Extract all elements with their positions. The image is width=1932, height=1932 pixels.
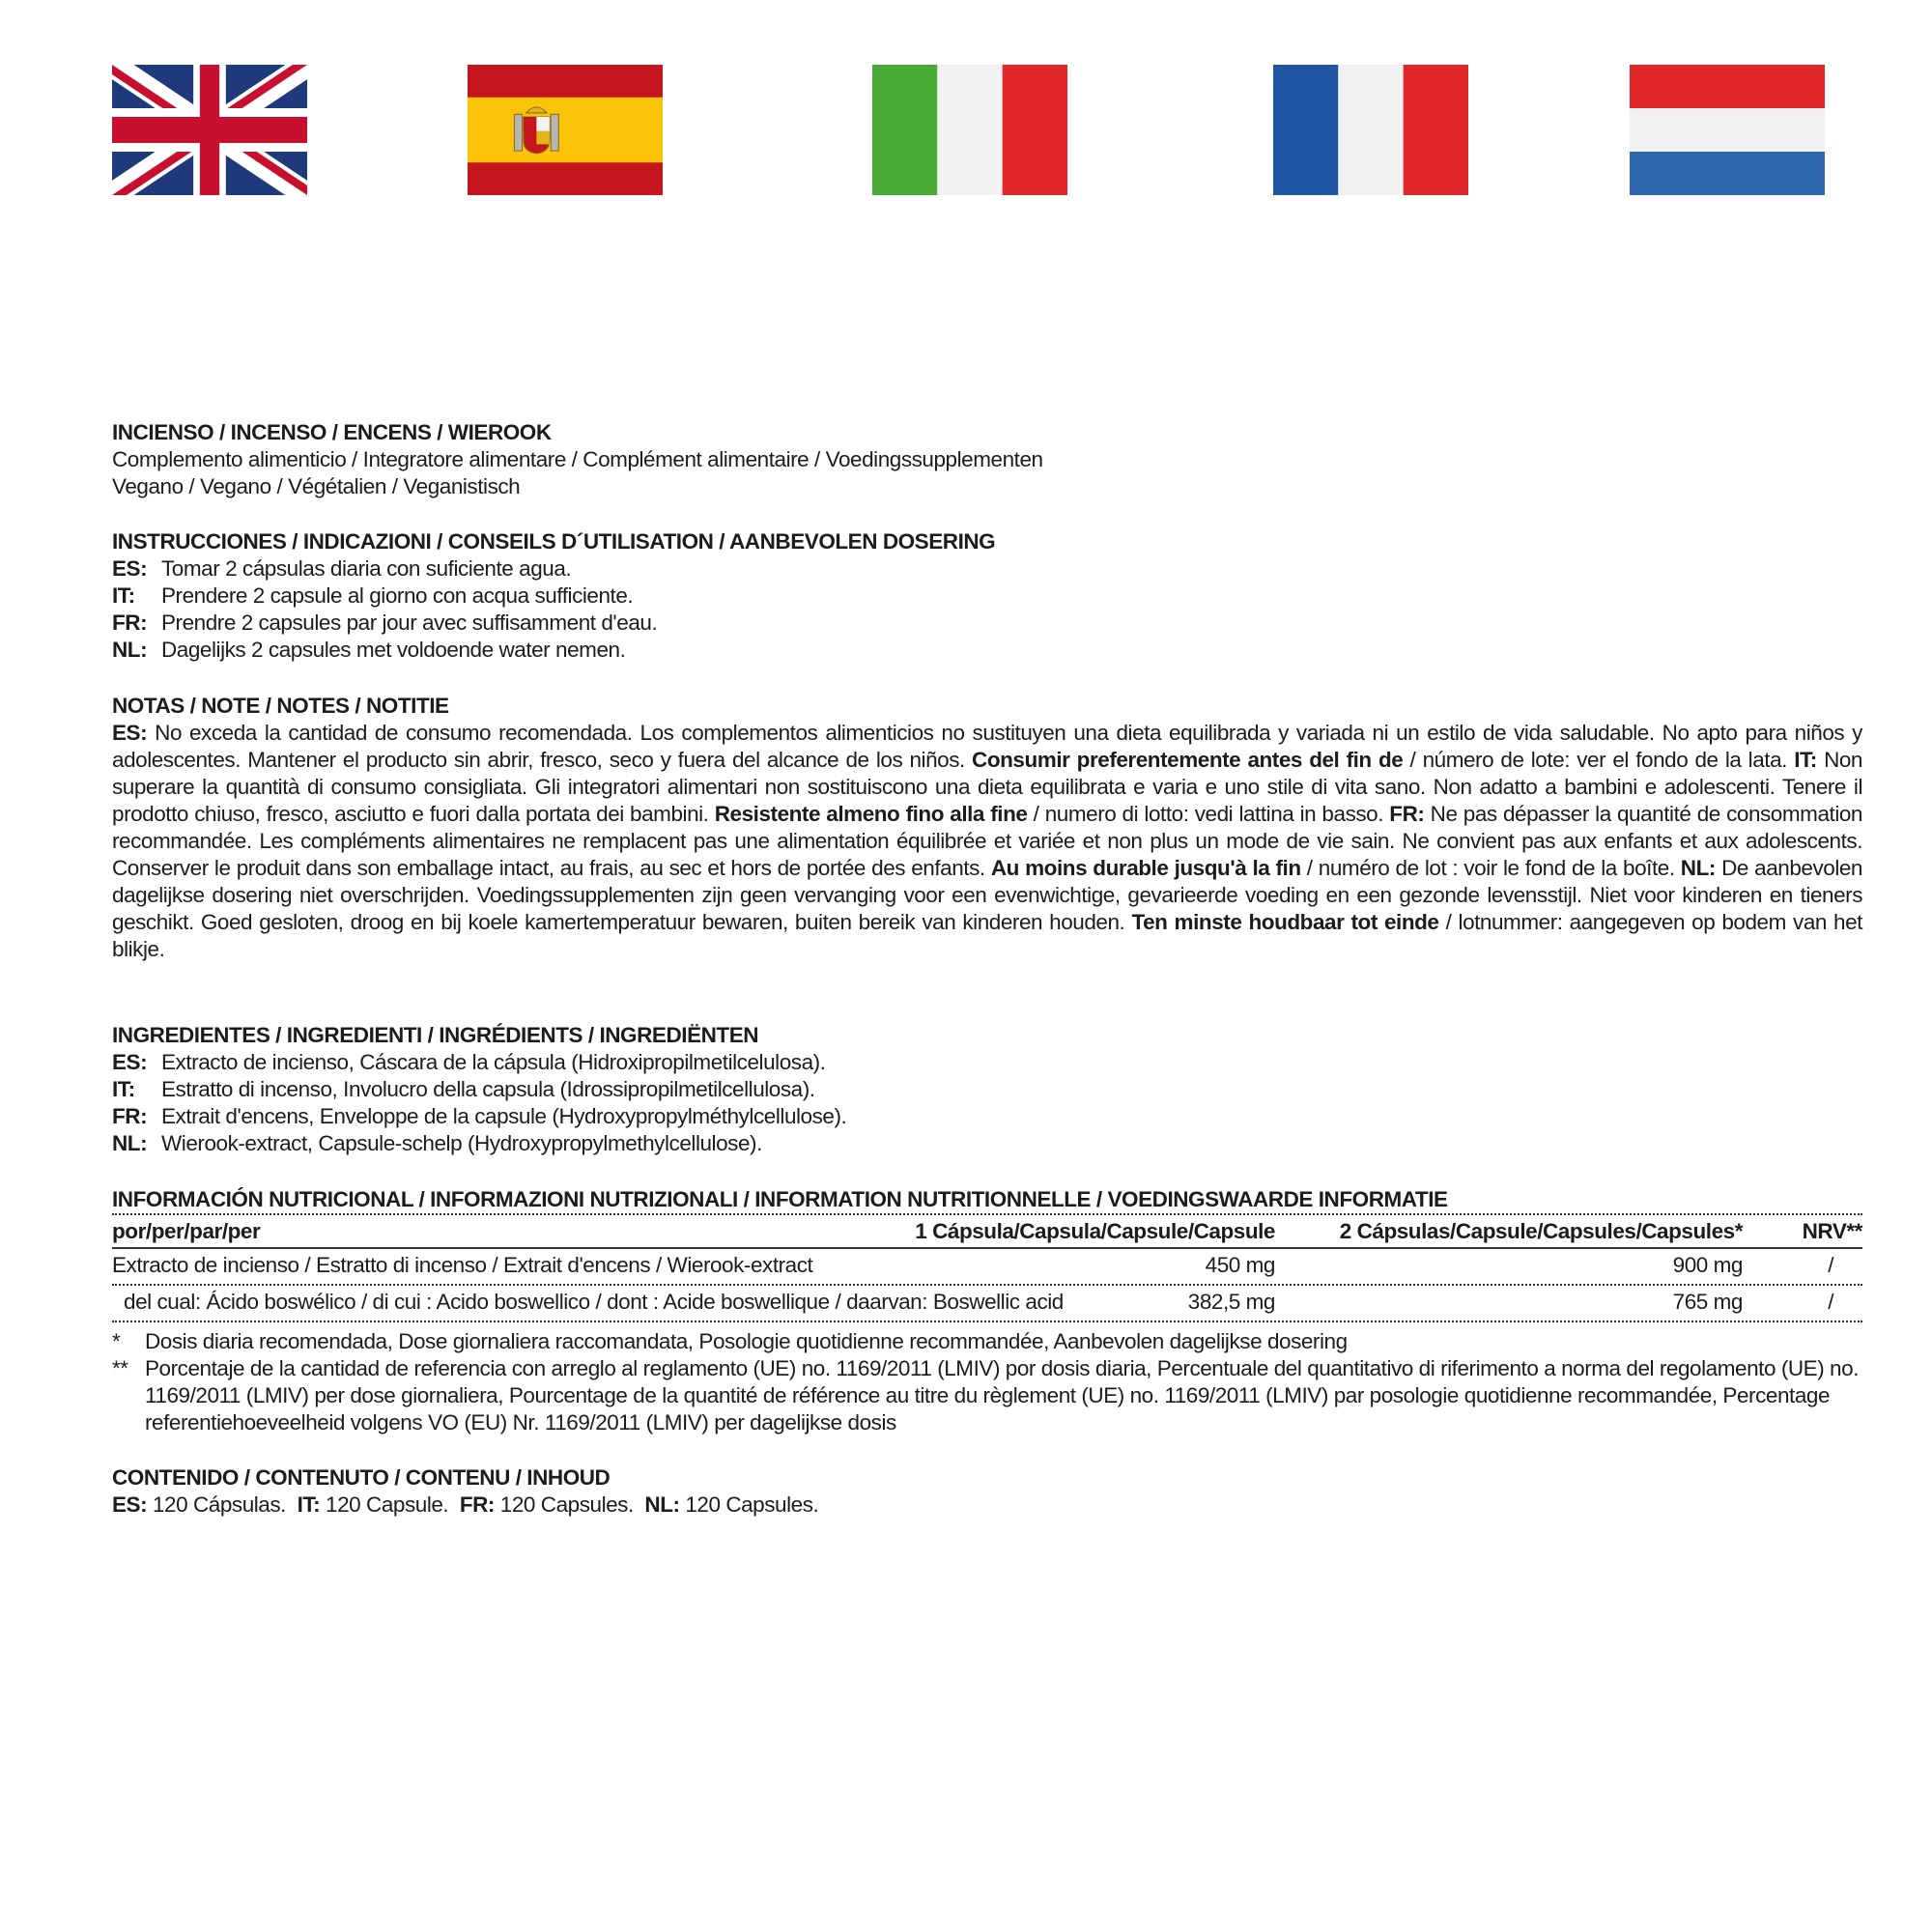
- notes-nl-text: De aanbevolen dagelijkse dosering niet overschrijden. Voedingssupplementen zijn geen vervanging voor een evenwichtige, gevarieerde voeding en een gezonde levensstijl. Niet voor kinderen en tieners geschikt. Goed gesloten, droog en bij koele kamertemperatuur bewaren, buiten bereik van kinderen houden.: [112, 856, 1862, 934]
- ingredients-section: [112, 1022, 1862, 1157]
- lang-code: FR:: [112, 1104, 148, 1128]
- lang-code: NL:: [112, 1131, 148, 1155]
- product-diet: Vegano / Vegano / Végétalien / Veganistisch: [112, 474, 521, 498]
- footnote: [112, 1355, 1862, 1436]
- ingredient-line: [112, 1130, 1862, 1157]
- footnote-text: Dosis diaria recomendada, Dose giornaliera raccomandata, Posologie quotidienne recommandée, Aanbevolen dagelijkse dosering: [145, 1329, 1348, 1353]
- lang-code: FR:: [112, 611, 148, 635]
- instruction-text: Tomar 2 cápsulas diaria con suficiente agua.: [161, 556, 572, 581]
- notes-es-text: No exceda la cantidad de consumo recomendada. Los complementos alimenticios no sustituyen una dieta equilibrada y variada ni un estilo de vida saludable. No apto para niños y adolescentes. Mantener el producto sin abrir, fresco, seco y fuera del alcance de los niños.: [112, 721, 1862, 772]
- lang-code: ES:: [112, 1492, 148, 1517]
- italy-flag: [872, 65, 1067, 195]
- product-title: INCIENSO / INCENSO / ENCENS / WIEROOK: [112, 420, 552, 444]
- netherlands-flag: [1630, 65, 1825, 195]
- notes-nl-bb: Ten minste houdbaar tot einde: [1131, 910, 1439, 934]
- ingredient-text: Wierook-extract, Capsule-schelp (Hydroxypropylmethylcellulose).: [161, 1131, 762, 1155]
- lang-code: IT:: [297, 1492, 321, 1517]
- row-nrv: /: [1828, 1290, 1833, 1314]
- footnote-text: Porcentaje de la cantidad de referencia con arreglo al reglamento (UE) no. 1169/2011 (LMIV) por dosis diaria, Percentuale del quantitativo di riferimento a norma del regolamento (UE) no. 1169/2011 (LMIV) per dose giornaliera, Pourcentage de la quantité de référence au titre du règlement (UE) no. 1169/2011 (LMIV) par posologie quotidienne recommandée, Percentage referentiehoeveelheid volgens VO (EU) Nr. 1169/2011 (LMIV) per dagelijkse dosis: [145, 1356, 1859, 1435]
- instruction-line: [112, 555, 1862, 582]
- lang-code: ES:: [112, 1050, 148, 1074]
- col-header-2-capsules: 2 Cápsulas/Capsule/Capsules/Capsules*: [1339, 1219, 1743, 1243]
- instructions-heading: INSTRUCCIONES / INDICAZIONI / CONSEILS D´UTILISATION / AANBEVOLEN DOSERING: [112, 529, 996, 554]
- footnote-mark: **: [112, 1356, 128, 1380]
- ingredient-text: Extrait d'encens, Enveloppe de la capsule (Hydroxypropylméthylcellulose).: [161, 1104, 847, 1128]
- notes-body: [112, 720, 1862, 963]
- content-heading: CONTENIDO / CONTENUTO / CONTENU / INHOUD: [112, 1465, 611, 1490]
- lang-code: ES:: [112, 721, 148, 745]
- table-header-row: [112, 1213, 1862, 1247]
- notes-fr-bb: Au moins durable jusqu'à la fin: [990, 856, 1301, 880]
- uk-flag: [112, 65, 307, 195]
- nutrition-table: [112, 1213, 1862, 1322]
- content-text: 120 Capsule.: [320, 1492, 460, 1517]
- instruction-text: Prendere 2 capsule al giorno con acqua sufficiente.: [161, 583, 634, 608]
- row-value-1: 382,5 mg: [1187, 1290, 1275, 1314]
- content-text: 120 Capsules.: [494, 1492, 645, 1517]
- nutrition-heading: INFORMACIÓN NUTRICIONAL / INFORMAZIONI NUTRIZIONALI / INFORMATION NUTRITIONNELLE / VOEDINGSWAARDE INFORMATIE: [112, 1187, 1448, 1211]
- lang-code: FR:: [459, 1492, 495, 1517]
- ingredient-text: Estratto di incenso, Involucro della capsula (Idrossipropilmetilcellulosa).: [161, 1077, 815, 1101]
- notes-nl-tail: / lotnummer: aangegeven op bodem van het blikje.: [112, 910, 1862, 961]
- ingredient-line: [112, 1076, 1862, 1103]
- notes-it-text: Non superare la quantità di consumo consigliata. Gli integratori alimentari non sostituiscono una dieta equilibrata e varia e uno stile di vita sano. Non adatto a bambini e adolescenti. Tenere il prodotto chiuso, fresco, asciutto e fuori dalla portata dei bambini.: [112, 748, 1862, 826]
- content-section: [112, 1464, 1862, 1519]
- instruction-text: Dagelijks 2 capsules met voldoende water nemen.: [161, 638, 626, 662]
- instructions-section: [112, 528, 1862, 664]
- product-section: [112, 419, 1862, 500]
- spain-flag: [468, 65, 663, 195]
- notes-section: [112, 693, 1862, 963]
- row-nrv: /: [1828, 1253, 1833, 1277]
- footnotes: [112, 1328, 1862, 1436]
- row-label: Extracto de incienso / Estratto di incenso / Extrait d'encens / Wierook-extract: [112, 1253, 813, 1277]
- notes-fr-text: Ne pas dépasser la quantité de consommation recommandée. Les compléments alimentaires ne remplacent pas une alimentation équilibrée et variée et non plus un mode de vie sain. Ne convient pas aux enfants et aux adolescents. Conserver le produit dans son emballage intact, au frais, au sec et hors de portée des enfants.: [112, 802, 1862, 880]
- france-flag: [1273, 65, 1468, 195]
- lang-code: NL:: [112, 638, 148, 662]
- lang-code: FR:: [1389, 802, 1425, 826]
- col-header-nrv: NRV**: [1802, 1219, 1862, 1243]
- instruction-line: [112, 610, 1862, 637]
- lang-code: IT:: [112, 583, 135, 608]
- content-line: [112, 1492, 1862, 1519]
- lang-code: IT:: [112, 1077, 135, 1101]
- notes-es-bb: Consumir preferentemente antes del fin de: [972, 748, 1404, 772]
- row-value-1: 450 mg: [1205, 1253, 1275, 1277]
- row-value-2: 900 mg: [1672, 1253, 1743, 1277]
- notes-es-tail: / número de lote: ver el fondo de la lata.: [1403, 748, 1795, 772]
- instruction-line: [112, 582, 1862, 610]
- ingredients-heading: INGREDIENTES / INGREDIENTI / INGRÉDIENTS / INGREDIËNTEN: [112, 1023, 759, 1047]
- notes-heading: NOTAS / NOTE / NOTES / NOTITIE: [112, 694, 449, 718]
- notes-fr-tail: / numéro de lot : voir le fond de la boîte.: [1300, 856, 1681, 880]
- instruction-text: Prendre 2 capsules par jour avec suffisamment d'eau.: [161, 611, 658, 635]
- col-header-1-capsule: 1 Cápsula/Capsula/Capsule/Capsule: [915, 1219, 1275, 1243]
- table-row: [112, 1247, 1862, 1284]
- lang-code: NL:: [644, 1492, 680, 1517]
- ingredient-text: Extracto de incienso, Cáscara de la cápsula (Hidroxipropilmetilcelulosa).: [161, 1050, 826, 1074]
- lang-code: NL:: [1680, 856, 1716, 880]
- ingredient-line: [112, 1049, 1862, 1076]
- content-text: 120 Cápsulas.: [147, 1492, 298, 1517]
- footnote-mark: *: [112, 1329, 121, 1353]
- row-value-2: 765 mg: [1672, 1290, 1743, 1314]
- lang-code: ES:: [112, 556, 148, 581]
- notes-it-tail: / numero di lotto: vedi lattina in basso.: [1027, 802, 1390, 826]
- notes-it-bb: Resistente almeno fino alla fine: [714, 802, 1028, 826]
- table-row: [112, 1284, 1862, 1322]
- ingredient-line: [112, 1103, 1862, 1130]
- product-type: Complemento alimenticio / Integratore alimentare / Complément alimentaire / Voedingssupplementen: [112, 447, 1043, 471]
- lang-code: IT:: [1794, 748, 1817, 772]
- col-header-per: por/per/par/per: [112, 1219, 261, 1243]
- instruction-line: [112, 637, 1862, 664]
- row-label: del cual: Ácido boswélico / di cui : Acido boswellico / dont : Acide boswellique / daarvan: Boswellic acid: [124, 1290, 1064, 1314]
- nutrition-section: [112, 1186, 1862, 1436]
- footnote: [112, 1328, 1862, 1355]
- content-text: 120 Capsules.: [679, 1492, 819, 1517]
